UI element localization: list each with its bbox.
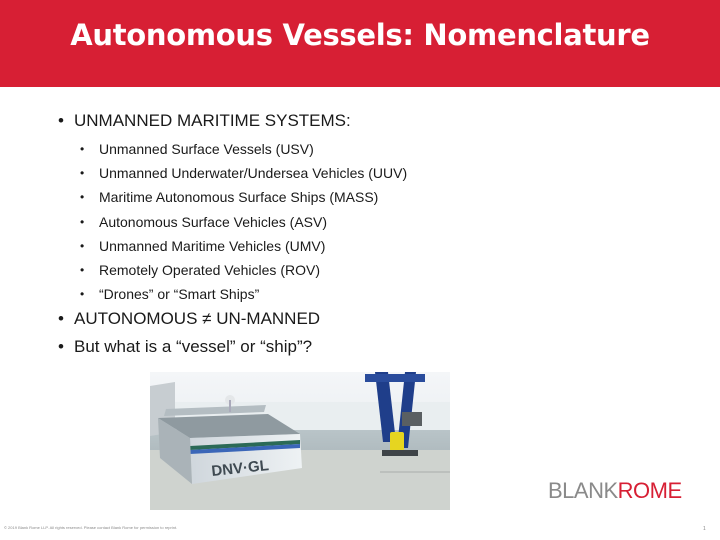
autonomous-ship-photo [150, 372, 450, 510]
list-item-text: Maritime Autonomous Surface Ships (MASS) [99, 189, 379, 206]
bullet-dot: • [80, 238, 85, 253]
bullet-text: UNMANNED MARITIME SYSTEMS: [74, 111, 351, 130]
list-item-text: “Drones” or “Smart Ships” [99, 286, 260, 303]
crane-motor [402, 412, 422, 426]
page-number: 1 [703, 526, 706, 532]
bullet-text: AUTONOMOUS ≠ UN-MANNED [74, 309, 321, 328]
logo-text-rome: ROME [617, 478, 682, 503]
bullet-dot: • [80, 142, 85, 156]
list-item-text: Unmanned Underwater/Undersea Vehicles (UUV) [99, 165, 408, 182]
list-item-text: Unmanned Surface Vessels (USV) [99, 141, 314, 157]
bullet-dot: • [80, 287, 85, 302]
radar-mast [229, 400, 231, 412]
bullet-dot: • [58, 111, 64, 130]
crane-base [382, 450, 418, 456]
bullet-dot: • [58, 309, 64, 328]
bullet-dot: • [58, 337, 64, 356]
bullet-dot: • [80, 190, 85, 205]
list-item-text: Unmanned Maritime Vehicles (UMV) [99, 237, 326, 254]
slide-title: Autonomous Vessels: Nomenclature [70, 18, 650, 52]
bullet-dot: • [80, 214, 85, 229]
bullet-dot: • [80, 166, 85, 181]
hull-lettering: DNV·GL [210, 457, 270, 480]
bullet-dot: • [80, 262, 85, 277]
blankrome-logo [548, 478, 682, 504]
footer-copyright: © 2019 Blank Rome LLP. All rights reserved. Please contact Blank Rome for permission to reprint. [4, 525, 178, 530]
crane-beam [365, 374, 425, 382]
list-item-text: Autonomous Surface Vehicles (ASV) [99, 213, 328, 230]
logo-text-blank: BLANK [548, 478, 618, 503]
list-item-text: Remotely Operated Vehicles (ROV) [99, 261, 320, 278]
bullet-text: But what is a “vessel” or “ship”? [74, 337, 313, 356]
